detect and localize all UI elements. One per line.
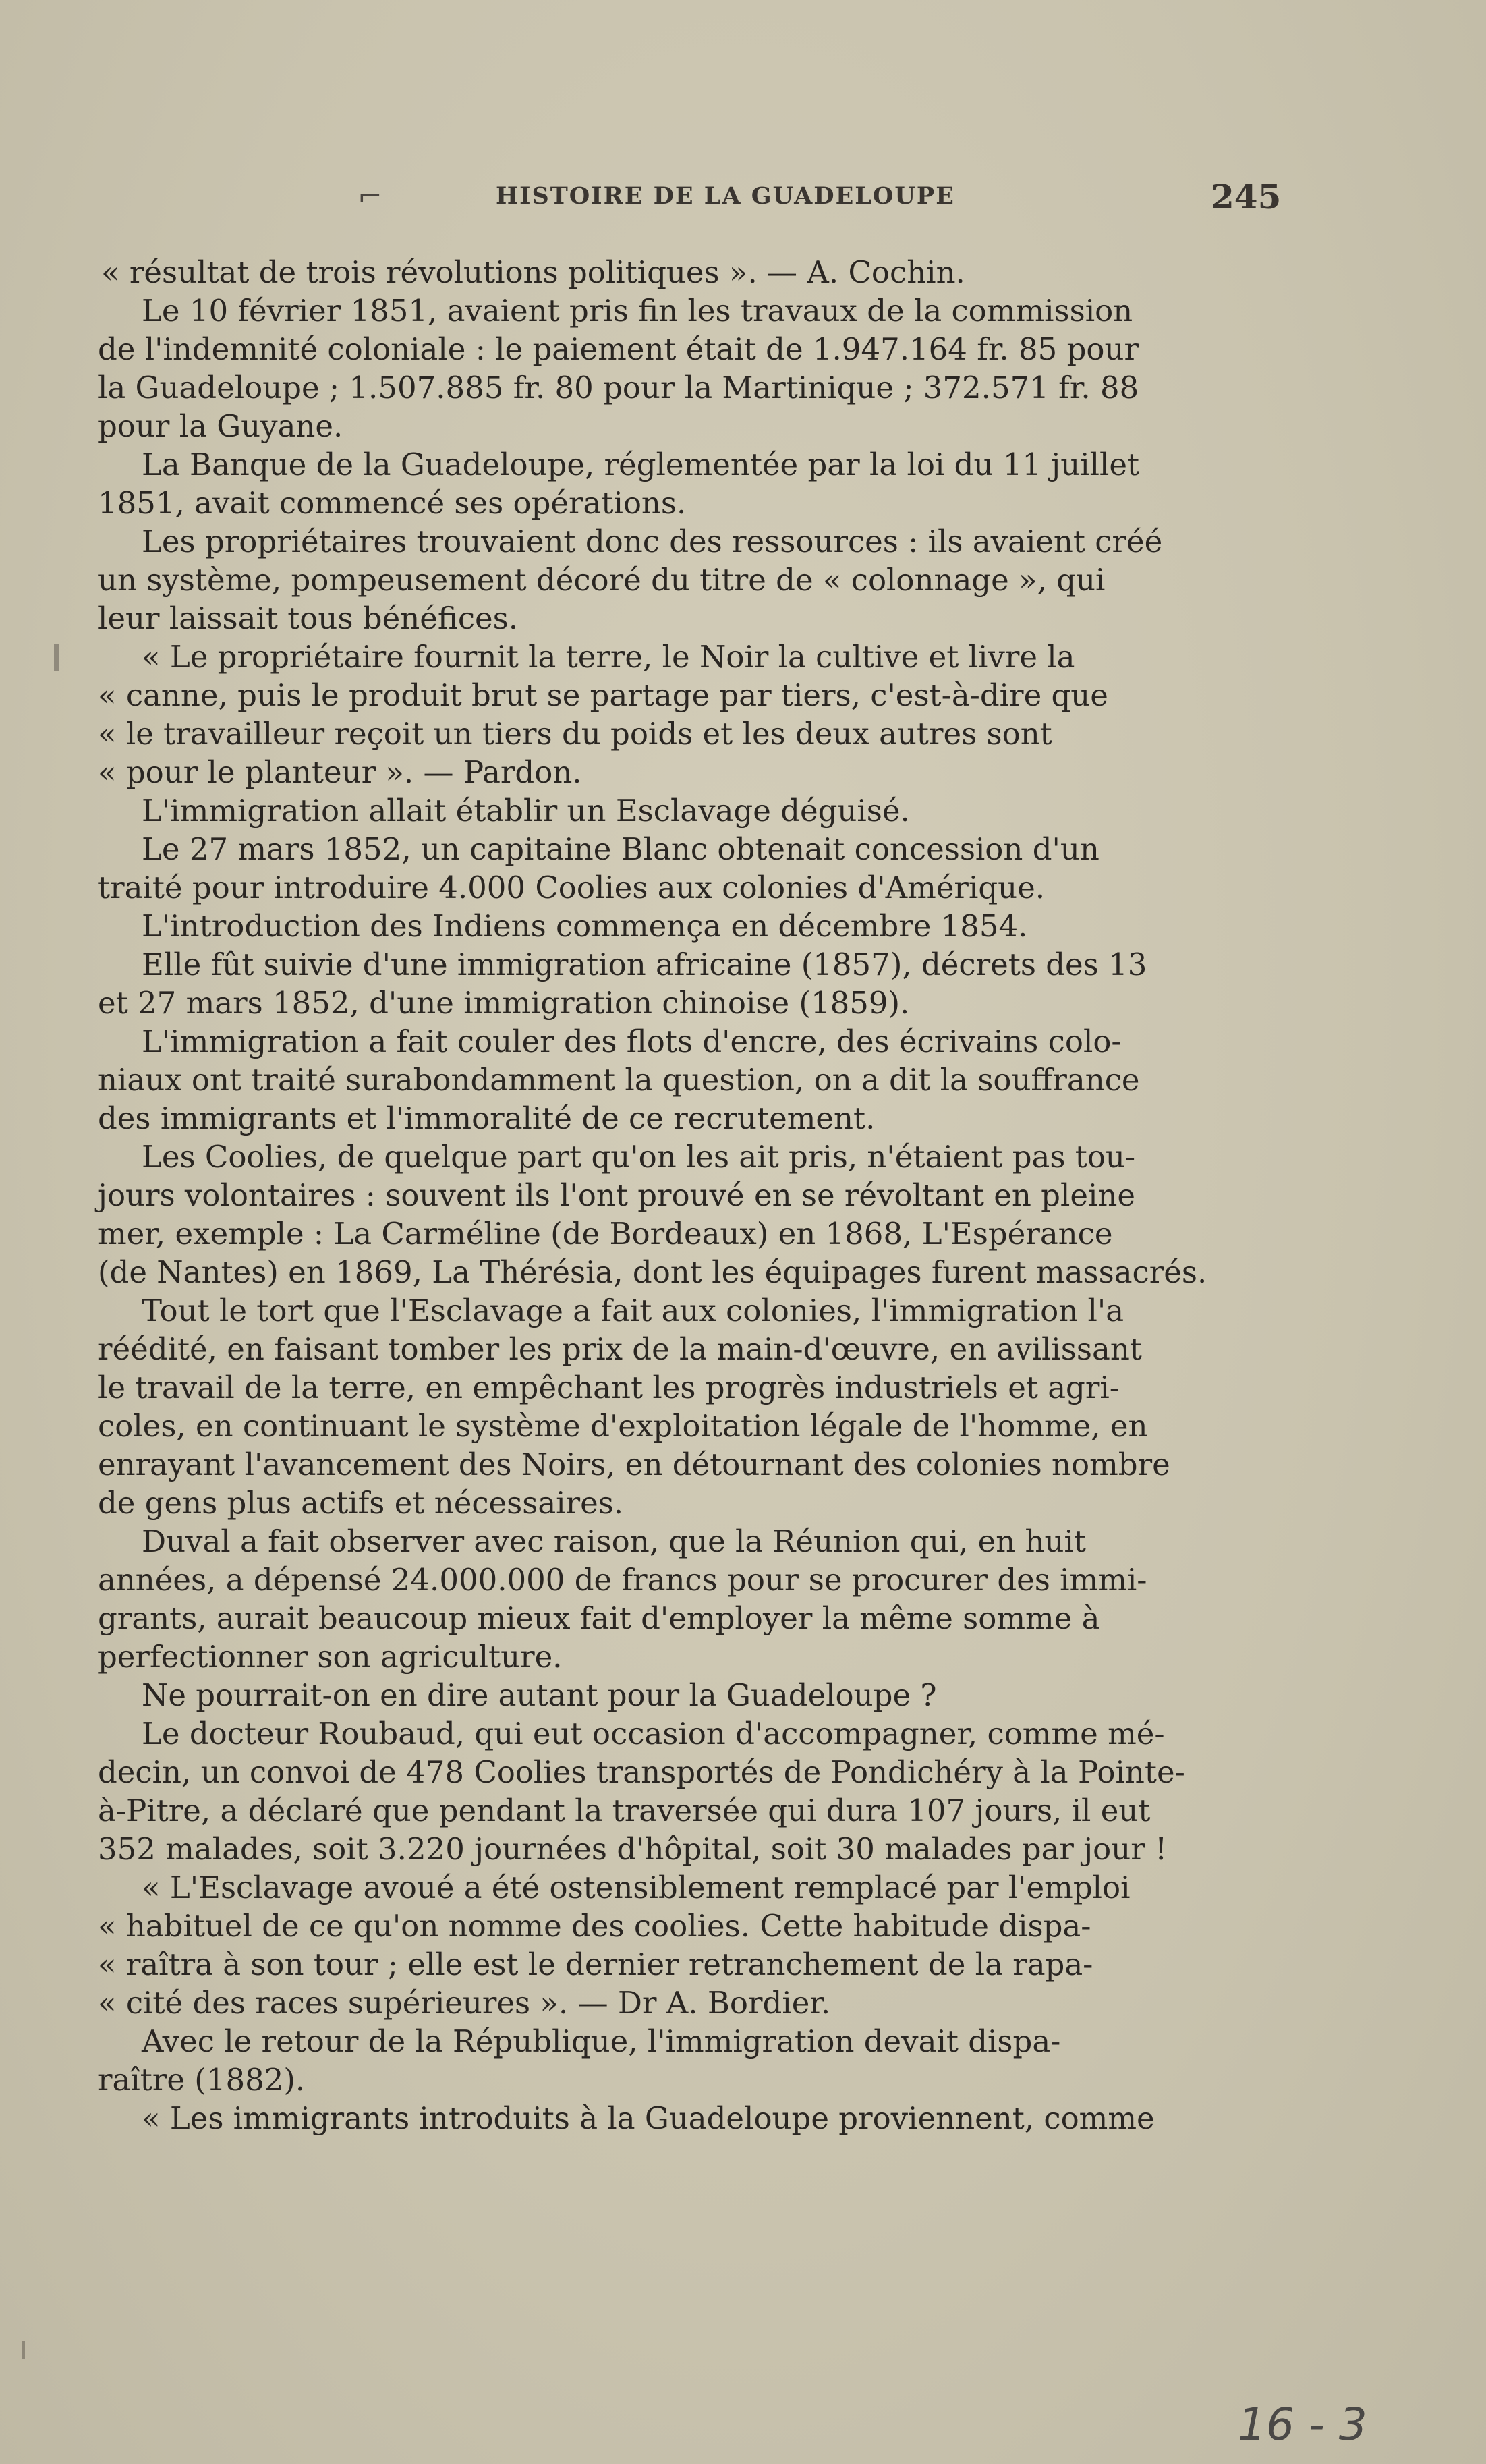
- text-line: « le travailleur reçoit un tiers du poids et les deux autres sont: [98, 716, 1052, 752]
- text-line: 1851, avait commencé ses opérations.: [98, 485, 687, 521]
- text-line: perfectionner son agriculture.: [98, 1639, 563, 1675]
- margin-ink-mark: [54, 644, 59, 671]
- text-line: traité pour introduire 4.000 Coolies aux colonies d'Amérique.: [98, 870, 1046, 905]
- text-line: leur laissait tous bénéfices.: [98, 600, 519, 636]
- text-line: La Banque de la Guadeloupe, réglementée par la loi du 11 juillet: [142, 447, 1140, 482]
- text-line: niaux ont traité surabondamment la question, on a dit la souffrance: [98, 1062, 1140, 1098]
- text-line: Duval a fait observer avec raison, que la Réunion qui, en huit: [142, 1523, 1086, 1559]
- text-line: « raîtra à son tour ; elle est le dernier retranchement de la rapa-: [98, 1947, 1093, 1982]
- text-line: « Le propriétaire fournit la terre, le Noir la cultive et livre la: [142, 639, 1075, 675]
- text-line: un système, pompeusement décoré du titre de « colonnage », qui: [98, 562, 1106, 598]
- text-line: pour la Guyane.: [98, 408, 343, 444]
- text-line: Le 10 février 1851, avaient pris fin les travaux de la commission: [142, 293, 1133, 329]
- text-line: grants, aurait beaucoup mieux fait d'employer la même somme à: [98, 1600, 1100, 1636]
- text-line: Les Coolies, de quelque part qu'on les ait pris, n'étaient pas tou-: [142, 1139, 1136, 1175]
- body-text: [94, 253, 1282, 2137]
- text-line: Les propriétaires trouvaient donc des ressources : ils avaient créé: [142, 524, 1163, 559]
- text-line: L'immigration a fait couler des flots d'encre, des écrivains colo-: [142, 1024, 1122, 1059]
- text-line: coles, en continuant le système d'exploitation légale de l'homme, en: [98, 1408, 1148, 1444]
- text-line: de l'indemnité coloniale : le paiement était de 1.947.164 fr. 85 pour: [98, 331, 1139, 367]
- text-line: decin, un convoi de 478 Coolies transportés de Pondichéry à la Pointe-: [98, 1754, 1185, 1790]
- text-line: Le 27 mars 1852, un capitaine Blanc obtenait concession d'un: [142, 831, 1099, 867]
- text-line: Elle fût suivie d'une immigration africaine (1857), décrets des 13: [142, 947, 1147, 982]
- page-number: 245: [1211, 177, 1282, 217]
- margin-ink-mark: [22, 2341, 25, 2359]
- text-line: « Les immigrants introduits à la Guadeloupe proviennent, comme: [142, 2100, 1155, 2136]
- text-line: L'immigration allait établir un Esclavage déguisé.: [142, 793, 910, 829]
- text-line: « habituel de ce qu'on nomme des coolies. Cette habitude dispa-: [98, 1908, 1091, 1944]
- text-line: « résultat de trois révolutions politiques ». — A. Cochin.: [101, 254, 965, 290]
- text-line: Avec le retour de la République, l'immigration devait dispa-: [142, 2023, 1061, 2059]
- text-line: la Guadeloupe ; 1.507.885 fr. 80 pour la Martinique ; 372.571 fr. 88: [98, 370, 1139, 405]
- text-line: des immigrants et l'immoralité de ce recrutement.: [98, 1100, 876, 1136]
- running-title: HISTOIRE DE LA GUADELOUPE: [496, 182, 955, 210]
- text-line: « cité des races supérieures ». — Dr A. Bordier.: [98, 1985, 831, 2021]
- text-line: « L'Esclavage avoué a été ostensiblement remplacé par l'emploi: [142, 1870, 1131, 1905]
- text-line: (de Nantes) en 1869, La Thérésia, dont les équipages furent massacrés.: [98, 1254, 1207, 1290]
- text-line: et 27 mars 1852, d'une immigration chinoise (1859).: [98, 985, 910, 1021]
- text-line: « canne, puis le produit brut se partage par tiers, c'est-à-dire que: [98, 677, 1108, 713]
- text-line: « pour le planteur ». — Pardon.: [98, 754, 582, 790]
- text-line: mer, exemple : La Carméline (de Bordeaux) en 1868, L'Espérance: [98, 1216, 1113, 1252]
- handwritten-page-note: 16 - 3: [1238, 2399, 1367, 2451]
- text-line: enrayant l'avancement des Noirs, en détournant des colonies nombre: [98, 1447, 1170, 1482]
- text-line: réédité, en faisant tomber les prix de la main-d'œuvre, en avilissant: [98, 1331, 1142, 1367]
- text-line: jours volontaires : souvent ils l'ont prouvé en se révoltant en pleine: [98, 1177, 1135, 1213]
- text-line: à-Pitre, a déclaré que pendant la traversée qui dura 107 jours, il eut: [98, 1793, 1151, 1828]
- text-line: Tout le tort que l'Esclavage a fait aux colonies, l'immigration l'a: [142, 1293, 1124, 1328]
- running-header: [0, 177, 1486, 217]
- text-line: raître (1882).: [98, 2062, 306, 2098]
- text-line: Le docteur Roubaud, qui eut occasion d'accompagner, comme mé-: [142, 1716, 1165, 1752]
- text-line: Ne pourrait-on en dire autant pour la Guadeloupe ?: [142, 1677, 937, 1713]
- text-line: années, a dépensé 24.000.000 de francs pour se procurer des immi-: [98, 1562, 1147, 1598]
- text-line: L'introduction des Indiens commença en décembre 1854.: [142, 908, 1028, 944]
- text-line: le travail de la terre, en empêchant les progrès industriels et agri-: [98, 1370, 1120, 1405]
- margin-tick-mark: ⌐: [358, 179, 382, 214]
- text-line: de gens plus actifs et nécessaires.: [98, 1485, 624, 1521]
- text-line: 352 malades, soit 3.220 journées d'hôpital, soit 30 malades par jour !: [98, 1831, 1168, 1867]
